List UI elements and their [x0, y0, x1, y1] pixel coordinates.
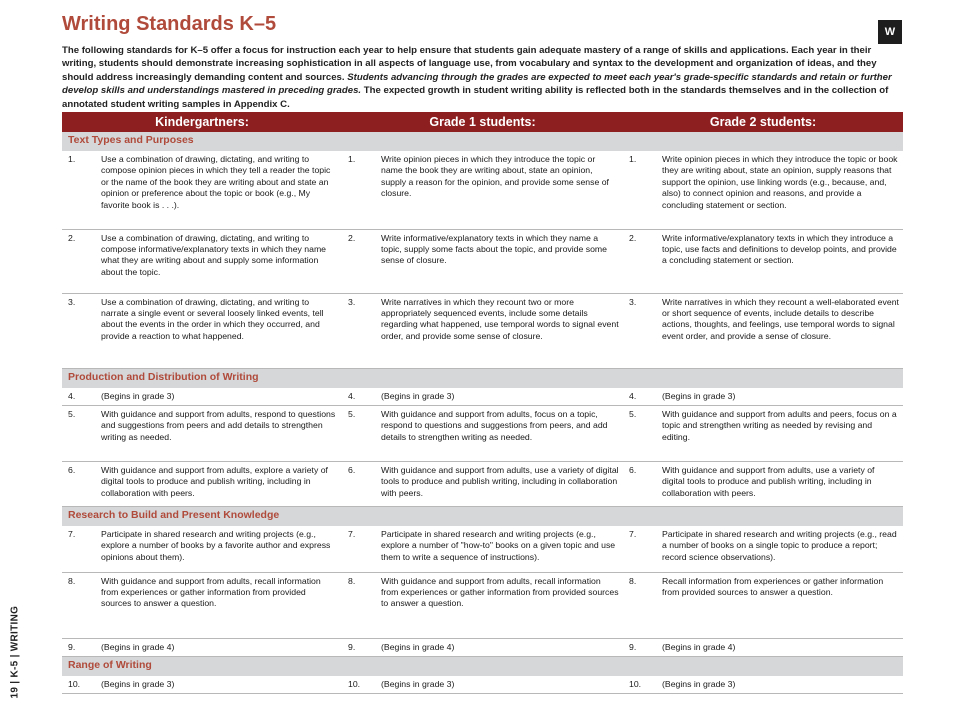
- standard-text-grade-2: With guidance and support from adults and peers, focus on a topic and strengthen writing as needed by revising and editing.: [658, 406, 903, 462]
- standard-number: 10.: [62, 676, 97, 694]
- standard-number: 10.: [623, 676, 658, 694]
- table-row: [62, 638, 903, 656]
- table-row: [62, 229, 903, 293]
- section-header: [62, 368, 903, 388]
- sidebar-label: 19 | K-5 | WRITING: [9, 605, 21, 699]
- standard-number: 5.: [623, 406, 658, 462]
- section-header: [62, 656, 903, 676]
- standard-text-kindergarten: Use a combination of drawing, dictating, and writing to compose opinion pieces in which they tell a reader the topic or the name of the book they are writing about and state an opinion or preference about the topic or book (e.g., My favorite book is . . .).: [97, 151, 342, 229]
- standard-number: 5.: [342, 406, 377, 462]
- section-title: Research to Build and Present Knowledge: [62, 507, 903, 527]
- standard-number: 1.: [623, 151, 658, 229]
- standard-number: 6.: [62, 462, 97, 507]
- standard-number: 10.: [342, 676, 377, 694]
- standard-number: 8.: [342, 572, 377, 638]
- standard-number: 9.: [342, 638, 377, 656]
- standard-text-grade-2: Recall information from experiences or gather information from provided sources to answer a question.: [658, 572, 903, 638]
- intro-paragraph: [62, 44, 904, 111]
- standard-text-kindergarten: (Begins in grade 3): [97, 676, 342, 694]
- standard-text-grade-1: Write informative/explanatory texts in which they name a topic, supply some facts about the topic, and provide some sense of closure.: [377, 229, 623, 293]
- standard-number: 8.: [62, 572, 97, 638]
- table-row: [62, 406, 903, 462]
- standard-text-grade-1: Write opinion pieces in which they introduce the topic or name the book they are writing about, state an opinion, supply a reason for the opinion, and provide some sense of closure.: [377, 151, 623, 229]
- standard-number: 4.: [342, 388, 377, 406]
- writing-badge: W: [878, 20, 902, 44]
- table-row: [62, 526, 903, 572]
- intro-text-end: The expected growth in student writing ability is reflected both in the standards themselves and in the collection of annotated student writing samples in Appendix C.: [62, 85, 889, 110]
- standard-text-grade-2: (Begins in grade 4): [658, 638, 903, 656]
- standard-number: 4.: [623, 388, 658, 406]
- standards-table: [62, 112, 903, 694]
- standard-text-grade-2: Write informative/explanatory texts in which they introduce a topic, use facts and definitions to develop points, and provide a concluding statement or section.: [658, 229, 903, 293]
- standard-text-grade-1: With guidance and support from adults, use a variety of digital tools to produce and publish writing, including in collaboration with peers.: [377, 462, 623, 507]
- standard-number: 1.: [342, 151, 377, 229]
- table-row: [62, 151, 903, 229]
- table-body: [62, 132, 903, 694]
- standard-text-kindergarten: With guidance and support from adults, respond to questions and suggestions from peers and add details to strengthen writing as needed.: [97, 406, 342, 462]
- standard-text-kindergarten: Use a combination of drawing, dictating, and writing to narrate a single event or several loosely linked events, tell about the events in the order in which they occurred, and provide a reaction to what happened.: [97, 293, 342, 368]
- section-title: Text Types and Purposes: [62, 132, 903, 151]
- page-title: Writing Standards K–5: [62, 13, 277, 35]
- standard-text-grade-2: With guidance and support from adults, use a variety of digital tools to produce and publish writing, including in collaboration with peers.: [658, 462, 903, 507]
- standard-number: 4.: [62, 388, 97, 406]
- section-header: [62, 132, 903, 151]
- standard-number: 7.: [623, 526, 658, 572]
- standard-number: 3.: [623, 293, 658, 368]
- standard-text-grade-1: With guidance and support from adults, recall information from experiences or gather information from provided sources to answer a question.: [377, 572, 623, 638]
- standard-number: 6.: [342, 462, 377, 507]
- column-header-grade-1: Grade 1 students:: [342, 112, 623, 132]
- standard-text-grade-1: (Begins in grade 4): [377, 638, 623, 656]
- standard-text-grade-2: Write opinion pieces in which they introduce the topic or book they are writing about, state an opinion, supply reasons that support the opinion, use linking words (e.g., because, and, also) to connect opinion and reasons, and provide a concluding statement or section.: [658, 151, 903, 229]
- standard-number: 7.: [62, 526, 97, 572]
- section-title: Production and Distribution of Writing: [62, 368, 903, 388]
- standard-number: 7.: [342, 526, 377, 572]
- standard-text-kindergarten: With guidance and support from adults, recall information from experiences or gather information from provided sources to answer a question.: [97, 572, 342, 638]
- column-header-kindergarten: Kindergartners:: [62, 112, 342, 132]
- standard-number: 6.: [623, 462, 658, 507]
- table-row: [62, 388, 903, 406]
- standard-number: 3.: [342, 293, 377, 368]
- standard-text-grade-1: (Begins in grade 3): [377, 388, 623, 406]
- standard-text-kindergarten: (Begins in grade 3): [97, 388, 342, 406]
- table-row: [62, 462, 903, 507]
- standard-text-grade-1: Write narratives in which they recount two or more appropriately sequenced events, include some details regarding what happened, use temporal words to signal event order, and provide some sense of closure.: [377, 293, 623, 368]
- standard-number: 3.: [62, 293, 97, 368]
- standard-number: 5.: [62, 406, 97, 462]
- standard-text-grade-1: (Begins in grade 3): [377, 676, 623, 694]
- intro-text: The following standards for K–5 offer a focus for instruction each year to help ensure that students gain adequate mastery of a range of skills and applications. Each year in their writing, students should demonstrate increasing sophistication in all aspects of language use, from vocabulary and syntax to the development and organization of ideas, and they should address increasingly demanding content and sources.: [62, 45, 877, 83]
- standard-text-grade-1: With guidance and support from adults, focus on a topic, respond to questions and suggestions from peers, and add details to strengthen writing as needed.: [377, 406, 623, 462]
- standard-number: 2.: [62, 229, 97, 293]
- standard-number: 2.: [342, 229, 377, 293]
- standard-number: 9.: [62, 638, 97, 656]
- standard-text-kindergarten: Use a combination of drawing, dictating, and writing to compose informative/explanatory texts in which they name what they are writing about and supply some information about the topic.: [97, 229, 342, 293]
- standard-text-grade-2: (Begins in grade 3): [658, 676, 903, 694]
- intro-italic-text: Students advancing through the grades are expected to meet each year's grade-specific standards and retain or further develop skills and understandings mastered in preceding grades.: [62, 71, 892, 97]
- section-title: Range of Writing: [62, 656, 903, 676]
- table-row: [62, 293, 903, 368]
- standard-number: 1.: [62, 151, 97, 229]
- standard-text-kindergarten: Participate in shared research and writing projects (e.g., explore a number of books by a favorite author and express opinions about them).: [97, 526, 342, 572]
- standard-text-grade-2: Participate in shared research and writing projects (e.g., read a number of books on a single topic to produce a report; record science observations).: [658, 526, 903, 572]
- standard-number: 2.: [623, 229, 658, 293]
- section-header: [62, 507, 903, 527]
- table-header-row: [62, 112, 903, 132]
- table-row: [62, 572, 903, 638]
- standard-number: 8.: [623, 572, 658, 638]
- table-row: [62, 676, 903, 694]
- column-header-grade-2: Grade 2 students:: [623, 112, 903, 132]
- standard-text-grade-2: Write narratives in which they recount a well-elaborated event or short sequence of events, include details to describe actions, thoughts, and feelings, use temporal words to signal event order, and provide a sense of closure.: [658, 293, 903, 368]
- standard-text-grade-2: (Begins in grade 3): [658, 388, 903, 406]
- standard-text-kindergarten: With guidance and support from adults, explore a variety of digital tools to produce and publish writing, including in collaboration with peers.: [97, 462, 342, 507]
- page-sidebar: [0, 578, 22, 718]
- standard-text-kindergarten: (Begins in grade 4): [97, 638, 342, 656]
- standard-text-grade-1: Participate in shared research and writing projects (e.g., explore a number of "how-to" books on a given topic and use them to write a sequence of instructions).: [377, 526, 623, 572]
- standard-number: 9.: [623, 638, 658, 656]
